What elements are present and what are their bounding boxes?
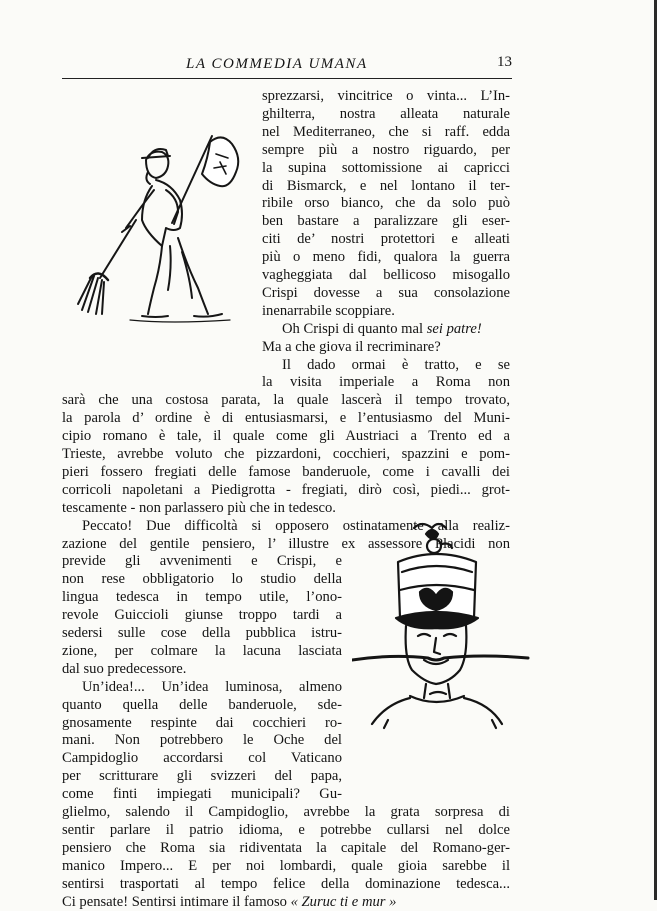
body-line-36: gnosamente respinte dai cocchieri ro-: [62, 714, 342, 731]
running-header: [62, 52, 512, 80]
body-line-28: non rese obbligatorio lo studio della: [62, 571, 342, 588]
body-line-6: di Bismarck, e nel lontano il ter-: [262, 177, 510, 194]
body-line-2: ghilterra, nostra alleata naturale: [262, 105, 510, 122]
body-line-14: [282, 321, 482, 338]
body-line-23: corricoli napoletani a Piedigrotta - fregiati, dirò così, piedi... grot-: [62, 481, 510, 498]
body-line-38: Campidoglio accordarsi col Vaticano: [62, 750, 342, 767]
body-line-41: glielmo, salendo il Campidoglio, avrebbe la grata sorpresa di: [62, 804, 510, 820]
italic-quote: « Zuruc ti e mur »: [290, 893, 397, 910]
body-line-45: sentirsi trasportati al tempo felice della dominazione tedesca...: [62, 875, 510, 892]
body-line-42: sentir parlare il patrio idioma, e potrebbe cullarsi nel dolce: [62, 821, 510, 838]
body-line-5: la supina sottomissione ai capricci: [262, 159, 510, 176]
sweeper-drawing: [70, 128, 250, 328]
body-line-20: cipio romano è tale, il quale come gli Austriaci a Trento ed a: [62, 428, 510, 445]
body-line-15: Ma a che giova il recriminare?: [262, 338, 441, 355]
body-line-34: Un’idea!... Un’idea luminosa, almeno: [82, 678, 342, 695]
body-line-26: zazione del gentile pensiero, l’ illustre ex assessore Placidi non: [62, 535, 510, 552]
body-line-35: quanto quella delle banderuole, sde-: [62, 696, 342, 713]
body-line-27: previde gli avvenimenti e Crispi, e: [62, 553, 342, 570]
body-line-3: nel Mediterraneo, che si raff. edda: [262, 123, 510, 140]
body-line-19: la parola d’ ordine è di entusiasmarsi, e l’entusiasmo del Muni-: [62, 410, 510, 427]
italic-emphasis: sei patre!: [426, 320, 482, 337]
body-line-24: tescamente - non parlassero più che in tedesco.: [62, 499, 336, 516]
body-line-10: più o meno fidi, qualora la guerra: [262, 249, 510, 266]
body-line-29: lingua tedesca in tempo utile, l’ono-: [62, 589, 342, 606]
body-line-7: ribile orso bianco, che da solo può: [262, 195, 510, 212]
body-line-16: Il dado ormai è tratto, e se: [282, 356, 510, 373]
crispi-quote: Oh Crispi di quanto mal sei patre!: [282, 320, 482, 337]
body-line-21: Trieste, avrebbe voluto che pizzardoni, cocchieri, spazzini e pom-: [62, 446, 510, 462]
body-line-12: Crispi dovesse a sua consolazione: [262, 284, 510, 301]
header-rule: [62, 78, 512, 79]
sweeper-illustration: [70, 128, 250, 328]
body-line-32: zione, per colmare la lacuna lasciata: [62, 642, 342, 659]
body-line-37: mani. Non potrebbero le Oche del: [62, 732, 342, 749]
body-line-8: ben bastare a paralizzare gli eser-: [262, 213, 510, 230]
body-line-1: sprezzarsi, vincitrice o vinta... L’In-: [262, 88, 510, 104]
body-line-46: Ci pensate! Sentirsi intimare il famoso « Zuruc ti e mur »: [62, 893, 397, 910]
body-line-39: per scritturare gli svizzeri del papa,: [62, 768, 342, 785]
body-line-18: sarà che una costosa parata, la quale lascerà il tempo trovato,: [62, 392, 510, 409]
body-line-30: revole Guiccioli giunse troppo tardi a: [62, 607, 342, 624]
body-line-13: inenarrabile scoppiare.: [262, 302, 395, 319]
body-line-25: Peccato! Due difficoltà si opposero ostinatamente alla realiz-: [82, 517, 510, 534]
body-line-40: come finti impiegati municipali? Gu-: [62, 786, 342, 803]
page-number: 13: [497, 54, 512, 70]
body-line-9: citi de’ nostri protettori e alleati: [262, 231, 510, 248]
running-title: LA COMMEDIA UMANA: [186, 56, 368, 72]
body-line-4: sempre più a nostro riguardo, per: [262, 141, 510, 158]
body-line-17: la visita imperiale a Roma non: [262, 374, 510, 391]
body-line-11: vagheggiata dal bellicoso misogallo: [262, 267, 510, 283]
body-line-31: sedersi sulle cose della pubblica istru-: [62, 625, 342, 641]
body-line-43: pensiero che Roma sia ridiventata la capitale del Romano-ger-: [62, 839, 510, 856]
body-line-33: dal suo predecessore.: [62, 660, 187, 677]
body-line-22: pieri fossero fregiati delle famose banderuole, come i cavalli dei: [62, 463, 510, 480]
body-line-44: manico Impero... E per noi lombardi, quale gioia sarebbe il: [62, 857, 510, 874]
